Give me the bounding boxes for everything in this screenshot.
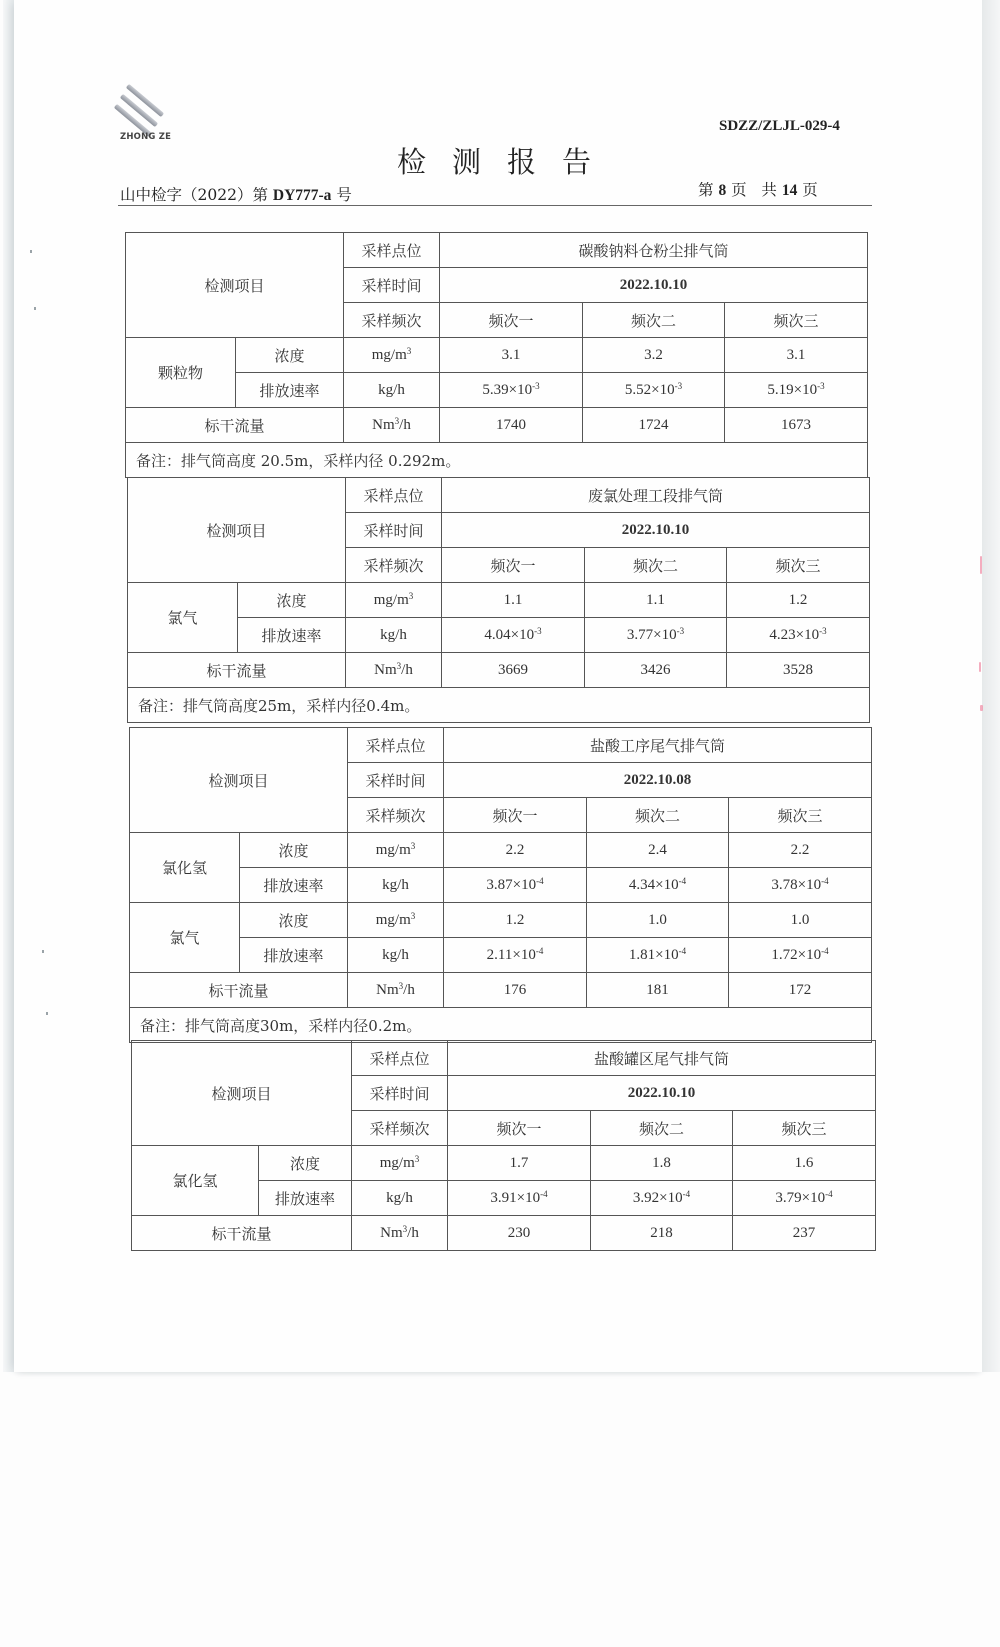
scan-speck	[34, 307, 36, 310]
freq2-header: 频次二	[587, 798, 729, 833]
flow-value: 1740	[440, 408, 583, 443]
concentration-value: 1.1	[585, 583, 727, 618]
frequency-label: 采样频次	[344, 303, 440, 338]
concentration-unit: $mg/m^3$	[348, 833, 444, 868]
flow-value: 172	[729, 973, 872, 1008]
flow-label: 标干流量	[126, 408, 344, 443]
rate-value: $2.11\times 10^{-4}$	[444, 938, 587, 973]
concentration-label: 浓度	[236, 338, 344, 373]
pollutant-name: 氯化氢	[132, 1146, 259, 1216]
rate-value: $5.19\times 10^{-3}$	[725, 373, 868, 408]
concentration-unit: $mg/m^3$	[346, 583, 442, 618]
location-value: 盐酸工序尾气排气筒	[444, 728, 872, 763]
rate-value: $3.91\times 10^{-4}$	[448, 1181, 591, 1216]
scan-speck	[30, 250, 32, 253]
table-note: 备注：排气筒高度 20.5m，采样内径 0.292m。	[126, 443, 868, 478]
table-note: 备注：排气筒高度30m，采样内径0.2m。	[130, 1008, 872, 1043]
concentration-value: 3.1	[440, 338, 583, 373]
rate-unit: kg/h	[344, 373, 440, 408]
item-header: 检测项目	[126, 233, 344, 338]
rate-value: $3.87\times 10^{-4}$	[444, 868, 587, 903]
location-value: 废氯处理工段排气筒	[442, 478, 870, 513]
pollutant-name: 氯气	[128, 583, 238, 653]
doc-number-prefix: 山中检字（2022）第	[120, 186, 273, 204]
flow-unit: Nm$^3$/h	[346, 653, 442, 688]
freq1-header: 频次一	[444, 798, 587, 833]
concentration-value: 1.2	[727, 583, 870, 618]
scan-edge-left	[3, 0, 14, 1372]
header-rule	[118, 205, 872, 206]
date-value: 2022.10.08	[444, 763, 872, 798]
rate-value: $3.79\times 10^{-4}$	[733, 1181, 876, 1216]
location-label: 采样点位	[348, 728, 444, 763]
rate-label: 排放速率	[236, 373, 344, 408]
flow-value: 176	[444, 973, 587, 1008]
time-label: 采样时间	[346, 513, 442, 548]
concentration-label: 浓度	[238, 583, 346, 618]
concentration-value: 1.6	[733, 1146, 876, 1181]
scan-edge-right	[982, 0, 1000, 1372]
concentration-value: 1.7	[448, 1146, 591, 1181]
rate-value: $4.04\times 10^{-3}$	[442, 618, 585, 653]
concentration-label: 浓度	[240, 903, 348, 938]
emission-table-3	[129, 727, 872, 1043]
item-header: 检测项目	[128, 478, 346, 583]
rate-label: 排放速率	[259, 1181, 352, 1216]
freq1-header: 频次一	[440, 303, 583, 338]
pollutant-name: 颗粒物	[126, 338, 236, 408]
emission-table-1	[125, 232, 868, 478]
rate-value: $3.77\times 10^{-3}$	[585, 618, 727, 653]
concentration-unit: $mg/m^3$	[348, 903, 444, 938]
time-label: 采样时间	[348, 763, 444, 798]
concentration-label: 浓度	[240, 833, 348, 868]
doc-number-id: DY777-a	[272, 187, 332, 204]
time-label: 采样时间	[344, 268, 440, 303]
flow-label: 标干流量	[128, 653, 346, 688]
rate-value: $1.72\times 10^{-4}$	[729, 938, 872, 973]
concentration-value: 3.2	[583, 338, 725, 373]
rate-value: $5.39\times 10^{-3}$	[440, 373, 583, 408]
concentration-value: 2.2	[444, 833, 587, 868]
scan-speck	[42, 950, 44, 953]
freq2-header: 频次二	[583, 303, 725, 338]
report-title: 检测报告	[396, 145, 617, 179]
flow-label: 标干流量	[132, 1216, 352, 1251]
form-code: SDZZ/ZLJL-029-4	[719, 118, 840, 134]
location-label: 采样点位	[346, 478, 442, 513]
flow-unit: Nm$^3$/h	[344, 408, 440, 443]
emission-table-2	[127, 477, 870, 723]
emission-table-4	[131, 1040, 876, 1251]
flow-unit: Nm$^3$/h	[352, 1216, 448, 1251]
pollutant-name: 氯化氢	[130, 833, 240, 903]
freq3-header: 频次三	[733, 1111, 876, 1146]
flow-value: 237	[733, 1216, 876, 1251]
freq3-header: 频次三	[729, 798, 872, 833]
rate-unit: kg/h	[348, 868, 444, 903]
rate-label: 排放速率	[240, 868, 348, 903]
document-number	[120, 183, 352, 205]
concentration-unit: $mg/m^3$	[344, 338, 440, 373]
rate-value: $4.23\times 10^{-3}$	[727, 618, 870, 653]
pollutant-name: 氯气	[130, 903, 240, 973]
freq1-header: 频次一	[442, 548, 585, 583]
item-header: 检测项目	[132, 1041, 352, 1146]
page-label: 页	[797, 181, 818, 199]
freq1-header: 频次一	[448, 1111, 591, 1146]
date-value: 2022.10.10	[440, 268, 868, 303]
page-total: 14	[781, 182, 798, 199]
concentration-value: 1.8	[591, 1146, 733, 1181]
frequency-label: 采样频次	[352, 1111, 448, 1146]
page-label: 页 共	[726, 181, 782, 199]
time-label: 采样时间	[352, 1076, 448, 1111]
rate-label: 排放速率	[238, 618, 346, 653]
flow-value: 3669	[442, 653, 585, 688]
flow-value: 218	[591, 1216, 733, 1251]
rate-unit: kg/h	[348, 938, 444, 973]
doc-number-suffix: 号	[331, 186, 352, 204]
rate-unit: kg/h	[352, 1181, 448, 1216]
frequency-label: 采样频次	[348, 798, 444, 833]
location-label: 采样点位	[344, 233, 440, 268]
rate-unit: kg/h	[346, 618, 442, 653]
rate-value: $5.52\times 10^{-3}$	[583, 373, 725, 408]
table-note: 备注：排气筒高度25m，采样内径0.4m。	[128, 688, 870, 723]
page-current: 8	[718, 182, 727, 199]
flow-value: 3426	[585, 653, 727, 688]
concentration-label: 浓度	[259, 1146, 352, 1181]
concentration-value: 1.0	[587, 903, 729, 938]
page-label: 第	[698, 181, 719, 199]
location-value: 碳酸钠料仓粉尘排气筒	[440, 233, 868, 268]
frequency-label: 采样频次	[346, 548, 442, 583]
flow-value: 1673	[725, 408, 868, 443]
freq3-header: 频次三	[727, 548, 870, 583]
concentration-value: 1.1	[442, 583, 585, 618]
item-header: 检测项目	[130, 728, 348, 833]
flow-label: 标干流量	[130, 973, 348, 1008]
flow-value: 230	[448, 1216, 591, 1251]
concentration-value: 2.4	[587, 833, 729, 868]
page-indicator	[698, 178, 818, 200]
rate-value: $3.78\times 10^{-4}$	[729, 868, 872, 903]
flow-value: 1724	[583, 408, 725, 443]
concentration-value: 3.1	[725, 338, 868, 373]
stamp-fragment	[979, 662, 981, 672]
flow-unit: Nm$^3$/h	[348, 973, 444, 1008]
concentration-unit: $mg/m^3$	[352, 1146, 448, 1181]
concentration-value: 2.2	[729, 833, 872, 868]
flow-value: 181	[587, 973, 729, 1008]
flow-value: 3528	[727, 653, 870, 688]
scan-speck	[46, 1012, 48, 1015]
rate-value: $1.81\times 10^{-4}$	[587, 938, 729, 973]
freq2-header: 频次二	[591, 1111, 733, 1146]
concentration-value: 1.2	[444, 903, 587, 938]
date-value: 2022.10.10	[448, 1076, 876, 1111]
concentration-value: 1.0	[729, 903, 872, 938]
rate-value: $4.34\times 10^{-4}$	[587, 868, 729, 903]
stamp-fragment	[980, 705, 983, 711]
freq2-header: 频次二	[585, 548, 727, 583]
logo-text: ZHONG ZE	[120, 132, 172, 142]
stamp-fragment	[980, 556, 982, 574]
rate-label: 排放速率	[240, 938, 348, 973]
location-value: 盐酸罐区尾气排气筒	[448, 1041, 876, 1076]
location-label: 采样点位	[352, 1041, 448, 1076]
rate-value: $3.92\times 10^{-4}$	[591, 1181, 733, 1216]
date-value: 2022.10.10	[442, 513, 870, 548]
freq3-header: 频次三	[725, 303, 868, 338]
